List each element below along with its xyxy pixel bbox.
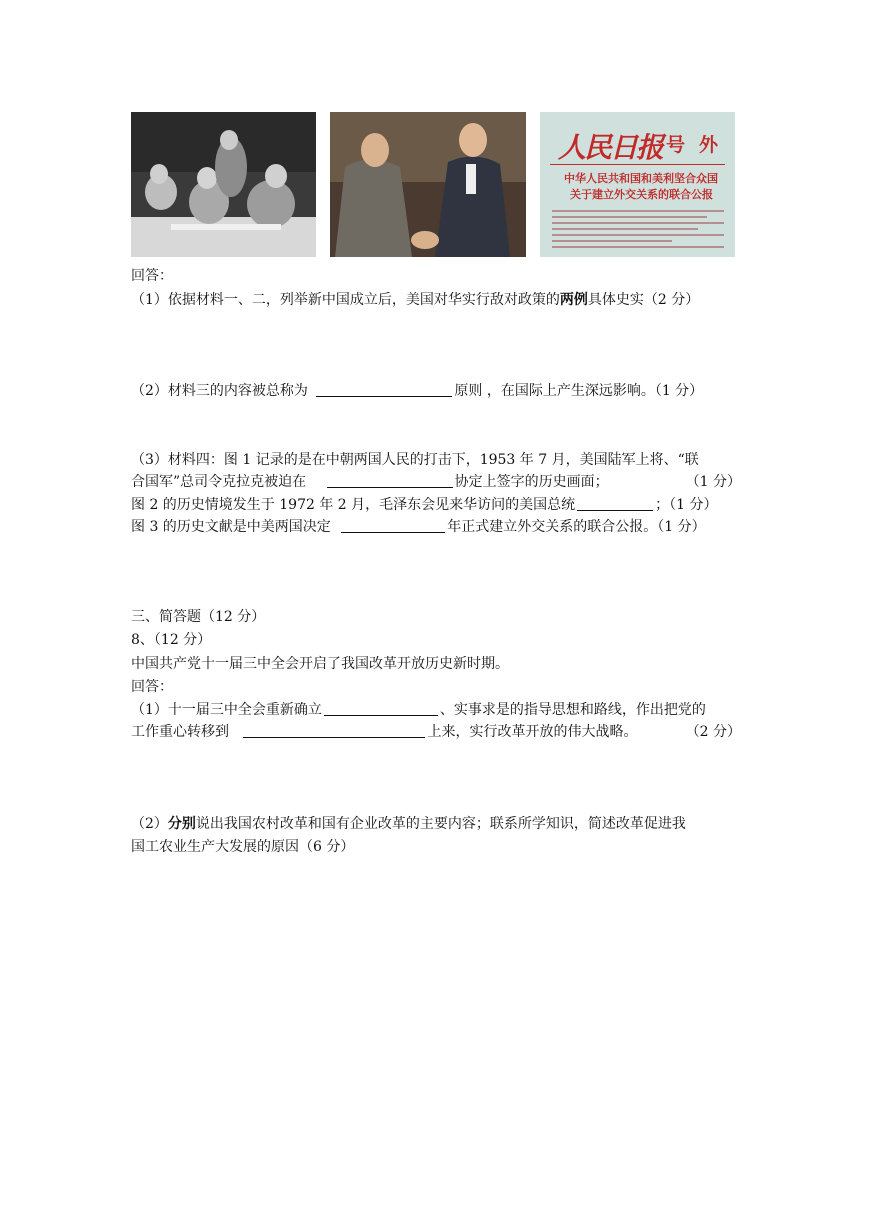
question-8-intro: 中国共产党十一届三中全会开启了我国改革开放历史新时期。 xyxy=(131,656,509,672)
question-3-line-2: 合国军”总司令克拉克被迫在 协定上签字的历史画面； （1 分） xyxy=(131,474,741,490)
question-8-1-line-2: 工作重心转移到 上来，实行改革开放的伟大战略。 （2 分） xyxy=(131,724,741,740)
newspaper-body-text xyxy=(552,206,724,252)
armistice-signing-photo xyxy=(131,112,316,257)
question-3-line-4: 图 3 的历史文献是中美两国决定 年正式建立外交关系的联合公报。（1 分） xyxy=(131,519,706,535)
answer-blank-armistice[interactable] xyxy=(327,473,453,488)
answer-blank-president[interactable] xyxy=(577,496,653,511)
newspaper-extra-label: 号外 xyxy=(666,134,733,156)
answer-blank-principle[interactable] xyxy=(316,382,452,397)
question-8-label: 8、（12 分） xyxy=(131,632,212,648)
question-8-1-line-1: （1）十一届三中全会重新确立 、实事求是的指导思想和路线，作出把党的 xyxy=(131,702,706,718)
answer-blank-ideology[interactable] xyxy=(324,701,438,716)
answer-blank-work-focus[interactable] xyxy=(243,723,425,738)
newspaper-headline-1: 中华人民共和国和美利坚合众国 xyxy=(564,172,718,185)
answer-blank-year[interactable] xyxy=(341,518,445,533)
handshake-photo xyxy=(330,112,526,257)
peoples-daily-extra-photo xyxy=(540,112,735,257)
question-3-line-1: （3）材料四：图 1 记录的是在中朝两国人民的打击下，1953 年 7 月，美国陆军上将、“联 xyxy=(131,452,699,468)
question-8-2-line-2: 国工农业生产大发展的原因（6 分） xyxy=(131,839,355,855)
newspaper-headline-2: 关于建立外交关系的联合公报 xyxy=(570,188,713,201)
question-2: （2）材料三的内容被总称为 原则 ，在国际上产生深远影响。（1 分） xyxy=(131,383,704,399)
question-3-line-3: 图 2 的历史情境发生于 1972 年 2 月，毛泽东会见来华访问的美国总统 ；（1 分） xyxy=(131,497,718,513)
section-3-answer-label: 回答： xyxy=(131,679,173,695)
question-8-2-line-1: （2）分别说出我国农村改革和国有企业改革的主要内容；联系所学知识，简述改革促进我 xyxy=(131,816,686,832)
section-3-title: 三、简答题（12 分） xyxy=(131,609,266,625)
answer-label: 回答： xyxy=(131,268,173,284)
question-1: （1）依据材料一、二，列举新中国成立后，美国对华实行敌对政策的两例具体史实（2 分） xyxy=(131,292,700,308)
newspaper-masthead: 人民日报 xyxy=(558,131,663,164)
